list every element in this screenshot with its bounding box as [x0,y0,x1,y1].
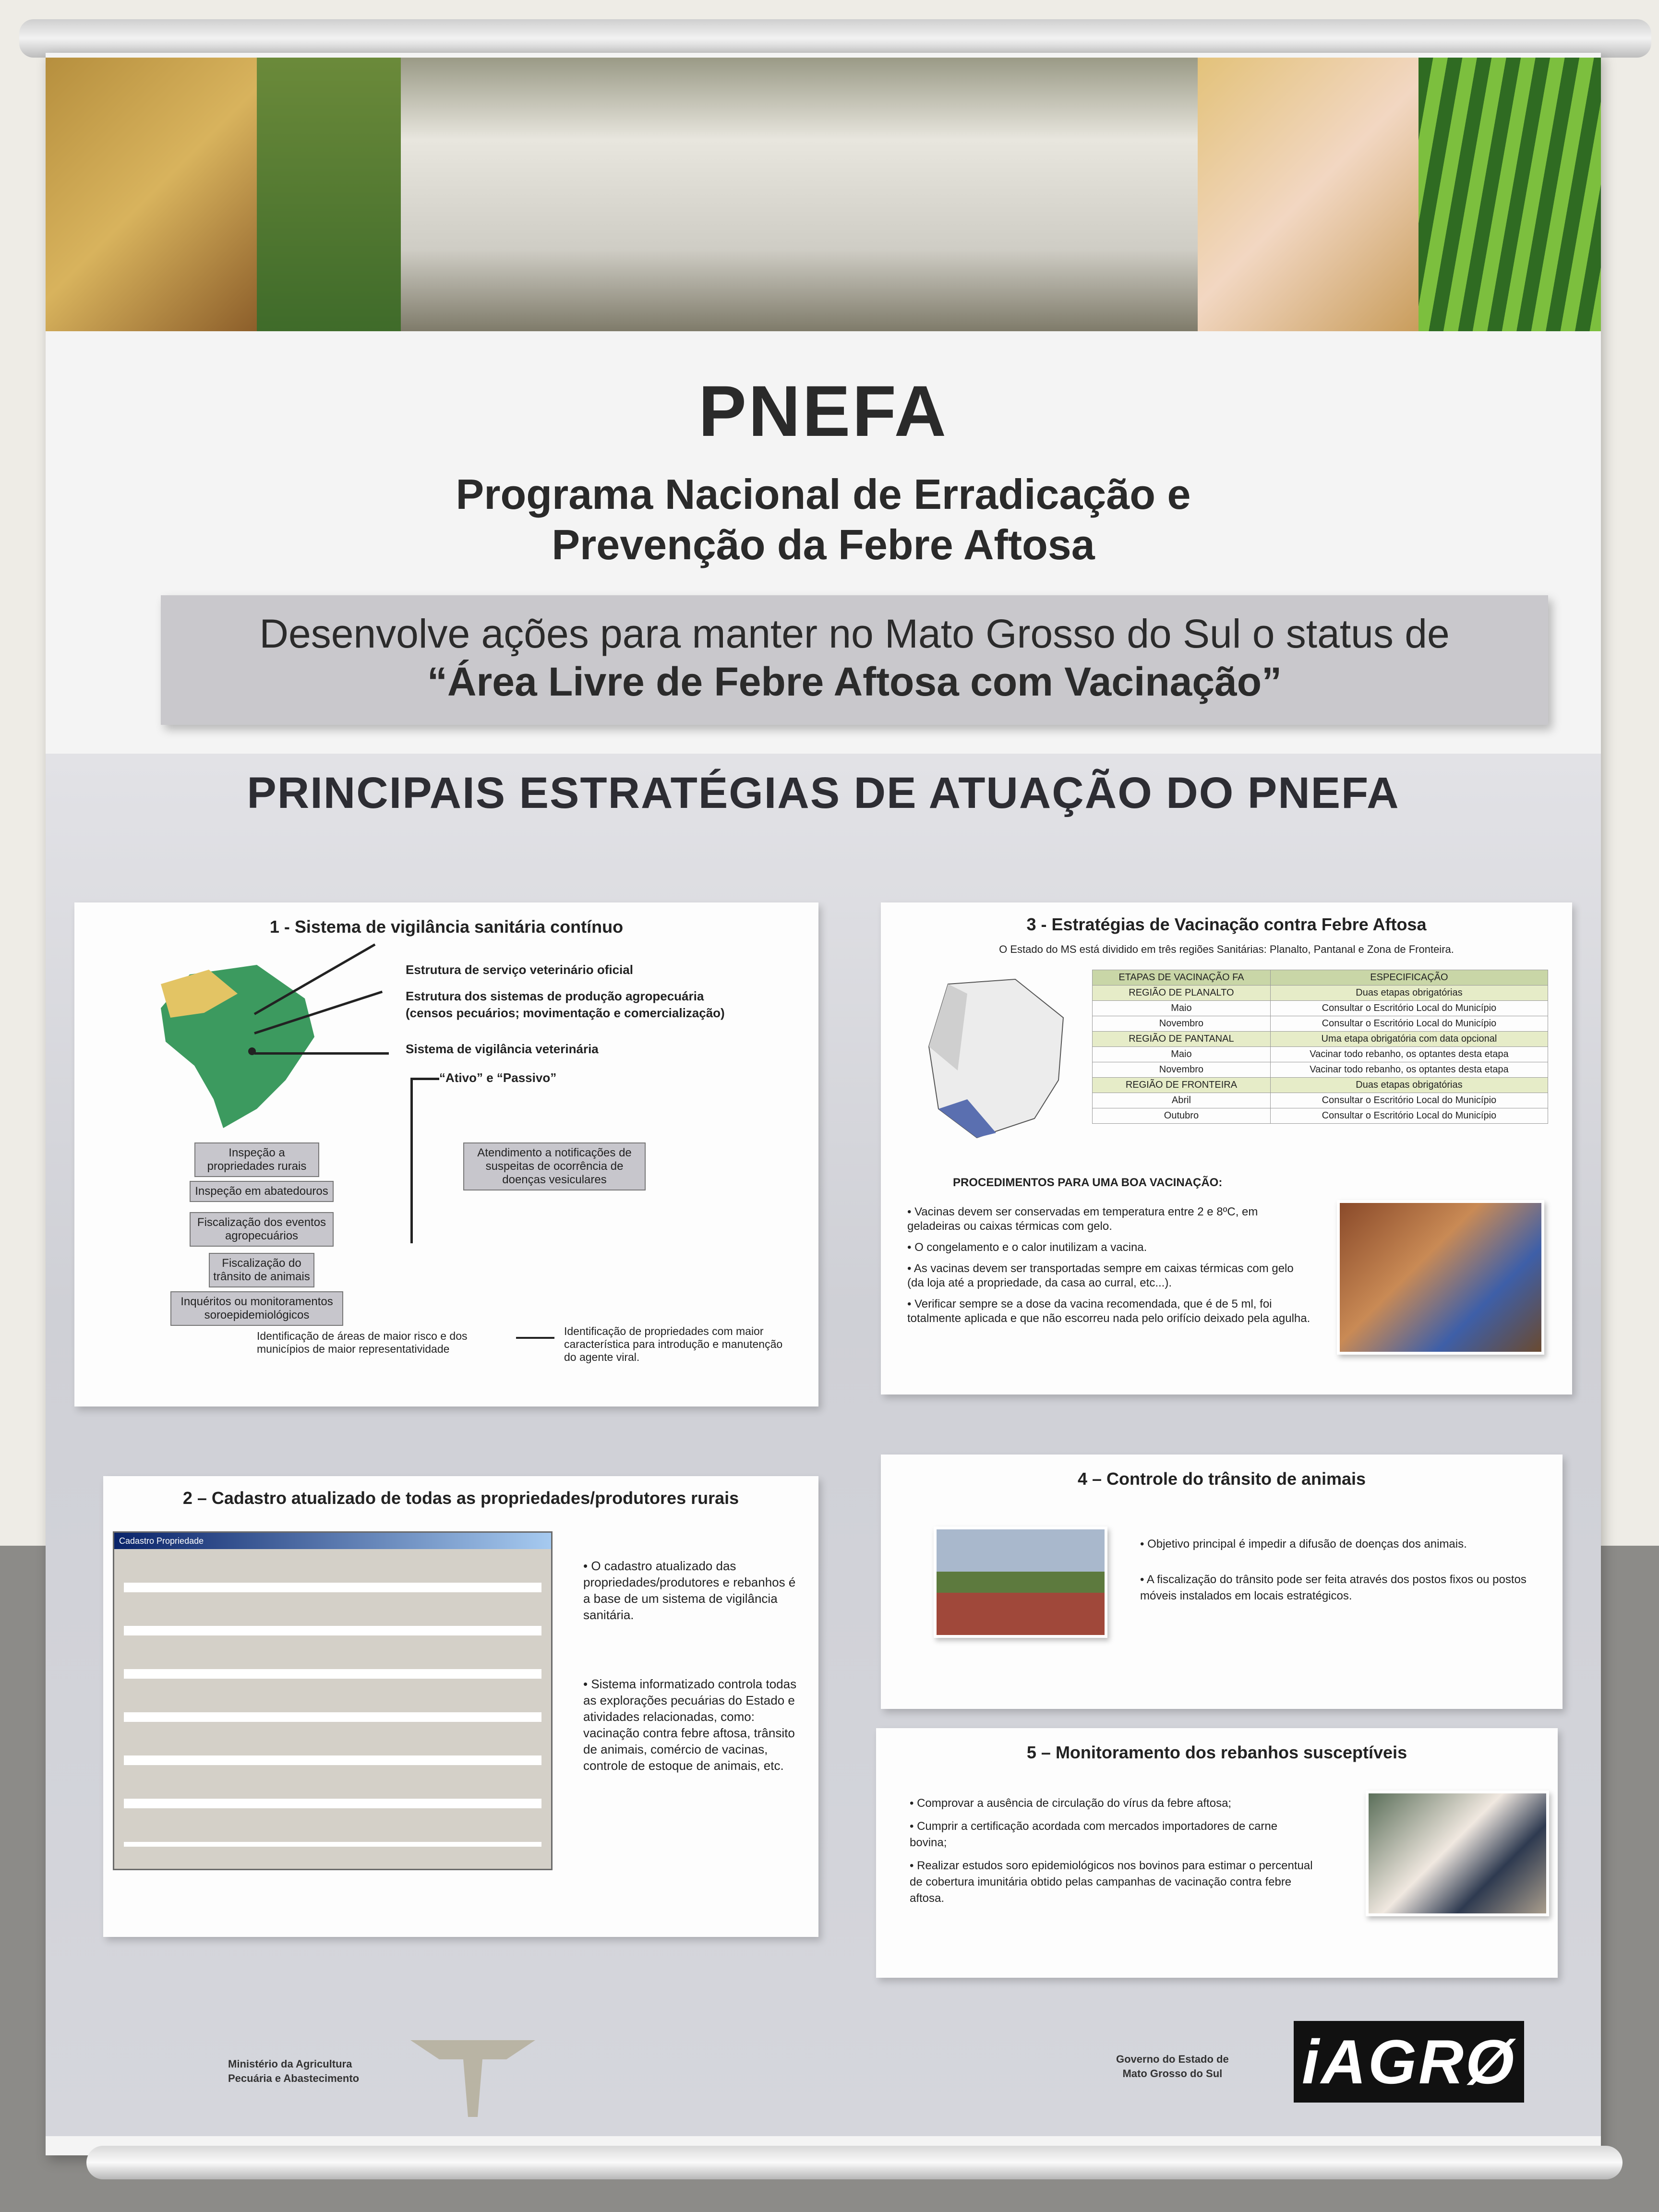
tagline-banner [161,595,1548,725]
item-serosurveys: Inquéritos ou monitoramentos soroepidemiológicos [170,1291,343,1326]
vaccination-table [1092,970,1548,1124]
procedure-item: • As vacinas devem ser transportadas sempre em caixas térmicas com gelo (da loja até a propriedade, da casa ao curral, etc...). [907,1262,1294,1289]
table-row: Maio Vacinar todo rebanho, os optantes desta etapa [1093,1047,1548,1062]
box-vaccination [881,902,1572,1395]
item-slaughterhouse-inspection: Inspeção em abatedouros [190,1181,334,1202]
procedures-list [907,1205,1310,1333]
header-banner-photo [46,58,1601,331]
tagline-line1: Desenvolve ações para manter no Mato Grosso do Sul o status de [259,611,1450,656]
soybean-hands-image [46,58,257,331]
state-government [1116,2052,1229,2081]
label-active-passive: “Ativo” e “Passivo” [439,1070,557,1085]
program-name-line2: Prevenção da Febre Aftosa [552,521,1095,568]
program-name-line1: Programa Nacional de Erradicação e [456,470,1191,518]
registry-bullet-2: • Sistema informatizado controla todas as explorações pecuárias do Estado e atividades relacionadas, como: vacinação contra febre aftosa, trânsito de animais, comércio de vacinas, controle de estoque de animais, etc. [583,1677,797,1773]
item-transit-inspection: Fiscalização do trânsito de animais [209,1253,314,1287]
poster-bottom-rod [86,2146,1623,2179]
monitoring-bullet-2: • Cumprir a certificação acordada com mercados importadores de carne bovina; [910,1820,1278,1849]
box-surveillance [74,902,818,1407]
box-transit-title: 4 – Controle do trânsito de animais [1077,1469,1366,1489]
properties-identification-text: Identificação de propriedades com maior característica para introdução e manutenção do agente viral. [564,1325,783,1363]
table-row: Abril Consultar o Escritório Local do Município [1093,1093,1548,1108]
table-row: REGIÃO DE FRONTEIRA Duas etapas obrigatórias [1093,1078,1548,1093]
transit-bullet-1: • Objetivo principal é impedir a difusão de doenças dos animais. [1140,1538,1467,1551]
box-monitoring-title: 5 – Monitoramento dos rebanhos susceptíveis [1026,1743,1407,1762]
plants-image [257,58,401,331]
tagline-line2: “Área Livre de Febre Aftosa com Vacinação” [427,659,1282,704]
ministry-logo-icon [401,2031,545,2122]
label-vet-surveillance: Sistema de vigilância veterinária [406,1042,599,1056]
table-header: ETAPAS DE VACINAÇÃO FA [1093,970,1271,986]
grain-hands-image [1198,58,1419,331]
item-notifications: Atendimento a notificações de suspeitas de ocorrência de doenças vesiculares [463,1142,646,1190]
table-row: Novembro Vacinar todo rebanho, os optantes desta etapa [1093,1062,1548,1078]
result-arrow [516,1337,554,1339]
registry-software-screenshot [113,1531,553,1870]
arrow-line-3 [254,1052,389,1055]
monitoring-bullets [910,1795,1313,1913]
connector-top [410,1078,439,1080]
crop-field-image [1419,58,1601,331]
registry-form-fields [124,1559,541,1847]
ministry-line1: Ministério da Agricultura [228,2058,352,2070]
regions-intro: O Estado do MS está dividido em três regiões Sanitárias: Planalto, Pantanal e Zona de Fronteira. [999,943,1454,955]
registry-window-title: Cadastro Propriedade [114,1533,551,1549]
transit-bullets [1140,1536,1543,1611]
gov-line2: Mato Grosso do Sul [1122,2068,1223,2080]
monitoring-bullet-1: • Comprovar a ausência de circulação do vírus da febre aftosa; [910,1797,1232,1810]
ms-state-map-icon [919,974,1073,1142]
monitoring-bullet-3: • Realizar estudos soro epidemiológicos nos bovinos para estimar o percentual de cobertura imunitária obtido pelas campanhas de vacinação contra febre aftosa. [910,1859,1313,1905]
label-official-service: Estrutura de serviço veterinário oficial [406,962,633,977]
table-row: Outubro Consultar o Escritório Local do Município [1093,1108,1548,1124]
box-transit [881,1455,1563,1709]
registry-bullet-1: • O cadastro atualizado das propriedades/produtores e rebanhos é a base de um sistema de vigilância sanitária. [583,1559,796,1622]
ministry-name [228,2057,359,2086]
page-title: PNEFA [698,371,949,451]
transit-bullet-2: • A fiscalização do trânsito pode ser feita através dos postos fixos ou postos móveis instalados em locais estratégicos. [1140,1573,1527,1602]
procedure-item: • O congelamento e o calor inutilizam a vacina. [907,1241,1147,1254]
procedure-item: • Verificar sempre se a dose da vacina recomendada, que é de 5 ml, foi totalmente aplicada e que não escorreu nada pelo orifício deixado pela agulha. [907,1298,1310,1325]
agency-logo: iAGRØ [1294,2021,1524,2103]
box-monitoring [876,1728,1558,1978]
registry-bullets [583,1558,799,1780]
label-production-systems: Estrutura dos sistemas de produção agropecuária [406,989,704,1003]
table-row: Maio Consultar o Escritório Local do Município [1093,1001,1548,1016]
item-farm-inspection: Inspeção a propriedades rurais [194,1142,319,1177]
procedure-item: • Vacinas devem ser conservadas em temperatura entre 2 e 8ºC, em geladeiras ou caixas térmicas com gelo. [907,1205,1258,1233]
table-row: REGIÃO DE PLANALTO Duas etapas obrigatórias [1093,986,1548,1001]
gov-line1: Governo do Estado de [1116,2053,1229,2065]
cattle-image [401,58,1198,331]
checkpoint-photo [934,1527,1107,1638]
risk-areas-text: Identificação de áreas de maior risco e dos municípios de maior representatividade [257,1330,468,1355]
poster [46,53,1601,2155]
box-vaccination-title: 3 - Estratégias de Vacinação contra Febre Aftosa [1026,914,1427,934]
table-row: REGIÃO DE PANTANAL Uma etapa obrigatória com data opcional [1093,1032,1548,1047]
box-surveillance-title: 1 - Sistema de vigilância sanitária contínuo [269,917,624,937]
lab-photo [1366,1791,1549,1916]
ministry-line2: Pecuária e Abastecimento [228,2072,360,2084]
vaccination-corral-photo [1337,1200,1544,1355]
box-registry-title: 2 – Cadastro atualizado de todas as propriedades/produtores rurais [182,1488,739,1508]
label-censuses: (censos pecuários; movimentação e comercialização) [406,1006,725,1020]
connector-vertical [410,1078,413,1243]
item-events-inspection: Fiscalização dos eventos agropecuários [190,1212,334,1247]
table-header: ESPECIFICAÇÃO [1270,970,1548,986]
procedures-title: PROCEDIMENTOS PARA UMA BOA VACINAÇÃO: [953,1176,1223,1189]
table-row: Novembro Consultar o Escritório Local do Município [1093,1016,1548,1032]
section-title: PRINCIPAIS ESTRATÉGIAS DE ATUAÇÃO DO PNEFA [247,769,1400,817]
poster-top-rod [19,19,1651,58]
